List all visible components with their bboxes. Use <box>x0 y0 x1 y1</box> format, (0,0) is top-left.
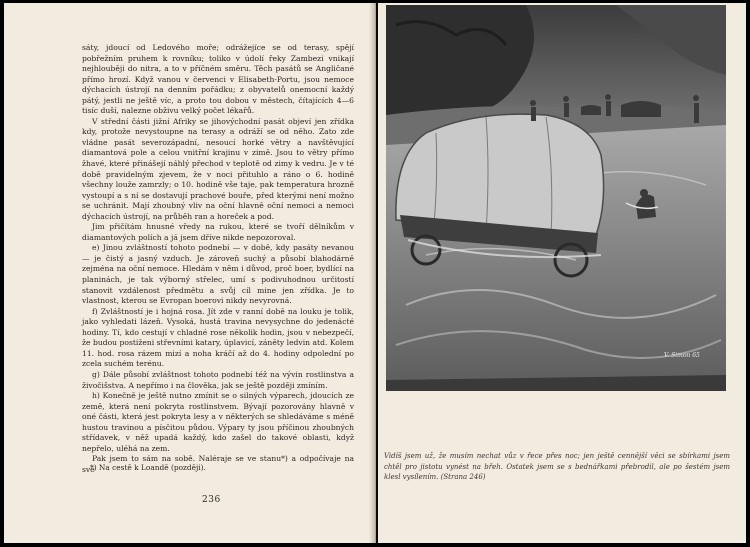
paragraph: e) Jinou zvláštností tohoto podnebí — v době, kdy pasáty nevanou — je čistý a jasný vzduch. Je zároveň suchý a působí blahodárně zejména na oční nemoce. Hledám v něm i důvod, proč boer, bydlící na planinách, je tak výborný střelec, umí s podivuhodnou určitostí stanovit vzdálenost předmětu a svůj cíl mine jen zřídka. Je to vlastnost, kterou se Evropan boerovi nikdy nevyrovná. <box>82 243 354 306</box>
illustration-caption <box>384 451 730 483</box>
right-page <box>378 3 746 543</box>
illustration <box>386 5 726 391</box>
paragraph: f) Zvláštností je i hojná rosa. Jít zde v ranní době na louku je tolik, jako vyhledati lázeň. Vysoká, hustá travina nevysychne do jedenácté hodiny. Tí, kdo cestují v chladné rose několik hodin, jsou v nebezpečí, že budou postiženi střevními katary, úplavicí, záněty ledvin atd. Kolem 11. hod. rosa rázem mizí a noha kráčí až do 4. hodiny odpolední po zcela suchém terénu. <box>82 306 354 369</box>
paragraph: V střední části jižní Afriky se jihovýchodní pasát objeví jen zřídka kdy, protože nevystoupne na terasy a odráží se od něho. Zato zde vládne pasát severozápadní, nesoucí horké větry a navštěvující diamantová pole a celou vnitřní krajinu v zimě. Jsou to větry přímo žhavé, které přinášejí náhlý přechod v teplotě od zimy k vedru. Je v té době pravidelným zjevem, že v noci přituhlo a ráno o 6. hodině všechny louže zamrzly; o 10. hodině vše taje, pak temperatura hrozně vystoupí a s ní se dostavují prachové bouře, před kterými není možno se uchránit. Mají zhoubný vliv na oční hlavně oční nemoci a nemoci dýchacích ústrojí, na průběh ran a horeček a pod. <box>82 116 354 221</box>
paragraph: h) Konečně je ještě nutno zmínit se o silných výparech, jdoucích ze země, která není pokryta rostlinstvem. Bývají pozorovány hlavně v oné části, která jest pokryta lesy a v některých se shledáváme s méně hustou travinou a písčitou půdou. Výpary ty jsou příčinou zhoubných střídavek, v něž upadá každý, kdo zašel do takové oblasti, když nepřelo, uléhá na zem. <box>82 391 354 453</box>
footnote: *) Na cestě k Loandě (později). <box>90 463 206 472</box>
caption-page-ref: (Strana 246) <box>440 473 486 481</box>
page-number: 236 <box>202 495 221 505</box>
caption-text: Vidíš jsem už, že musím nechat vůz v řece přes noc; jen ještě cennější věci se sbírkami jsem chtěl pro jistotu vynést na břeh. Ostatek jsem se s bednářkami přebrodil, ale po šestém jsem klesl vysílením. <box>384 452 730 481</box>
paragraph: sáty, jdoucí od Ledového moře; odrážejíce se od terasy, spějí pobřežním pruhem k rovníku; toliko v údolí řeky Zambezi vnikají nejhlouběji do nitra, a to v příčném směru. Těch pasátů se Angličané přímo hrozí. Když vanou v červenci v Elisabeth-Portu, jsou nemoce dýchacích ústrojí na denním pořádku; z obyvatelů onemocní každý pátý, jestli ne ještě víc, a proto tou dobou v městech, čítajících 4—6 tisíc duší, nalezne obživu velký počet lékařů. <box>82 43 354 116</box>
paragraph: Pak jsem to sám na sobě. Naléraje se ve stanu*) a odpočívaje na své <box>82 454 354 474</box>
paragraph: Jim přičítám hnusné vředy na rukou, které se tvoří dělníkům v diamantových polích a já jsem dříve nikde nepozoroval. <box>82 222 354 242</box>
paragraph: g) Dále působí zvláštnost tohoto podnebí též na vývin rostlinstva a živočišstva. A nepřímo i na člověka, jak se ještě později zmíním. <box>82 369 354 390</box>
book-spread <box>4 3 746 543</box>
illustration-signature: V. Simon 65 <box>664 352 700 359</box>
body-text <box>82 43 354 475</box>
wagon-river-illustration <box>386 5 726 391</box>
left-page <box>4 3 376 543</box>
